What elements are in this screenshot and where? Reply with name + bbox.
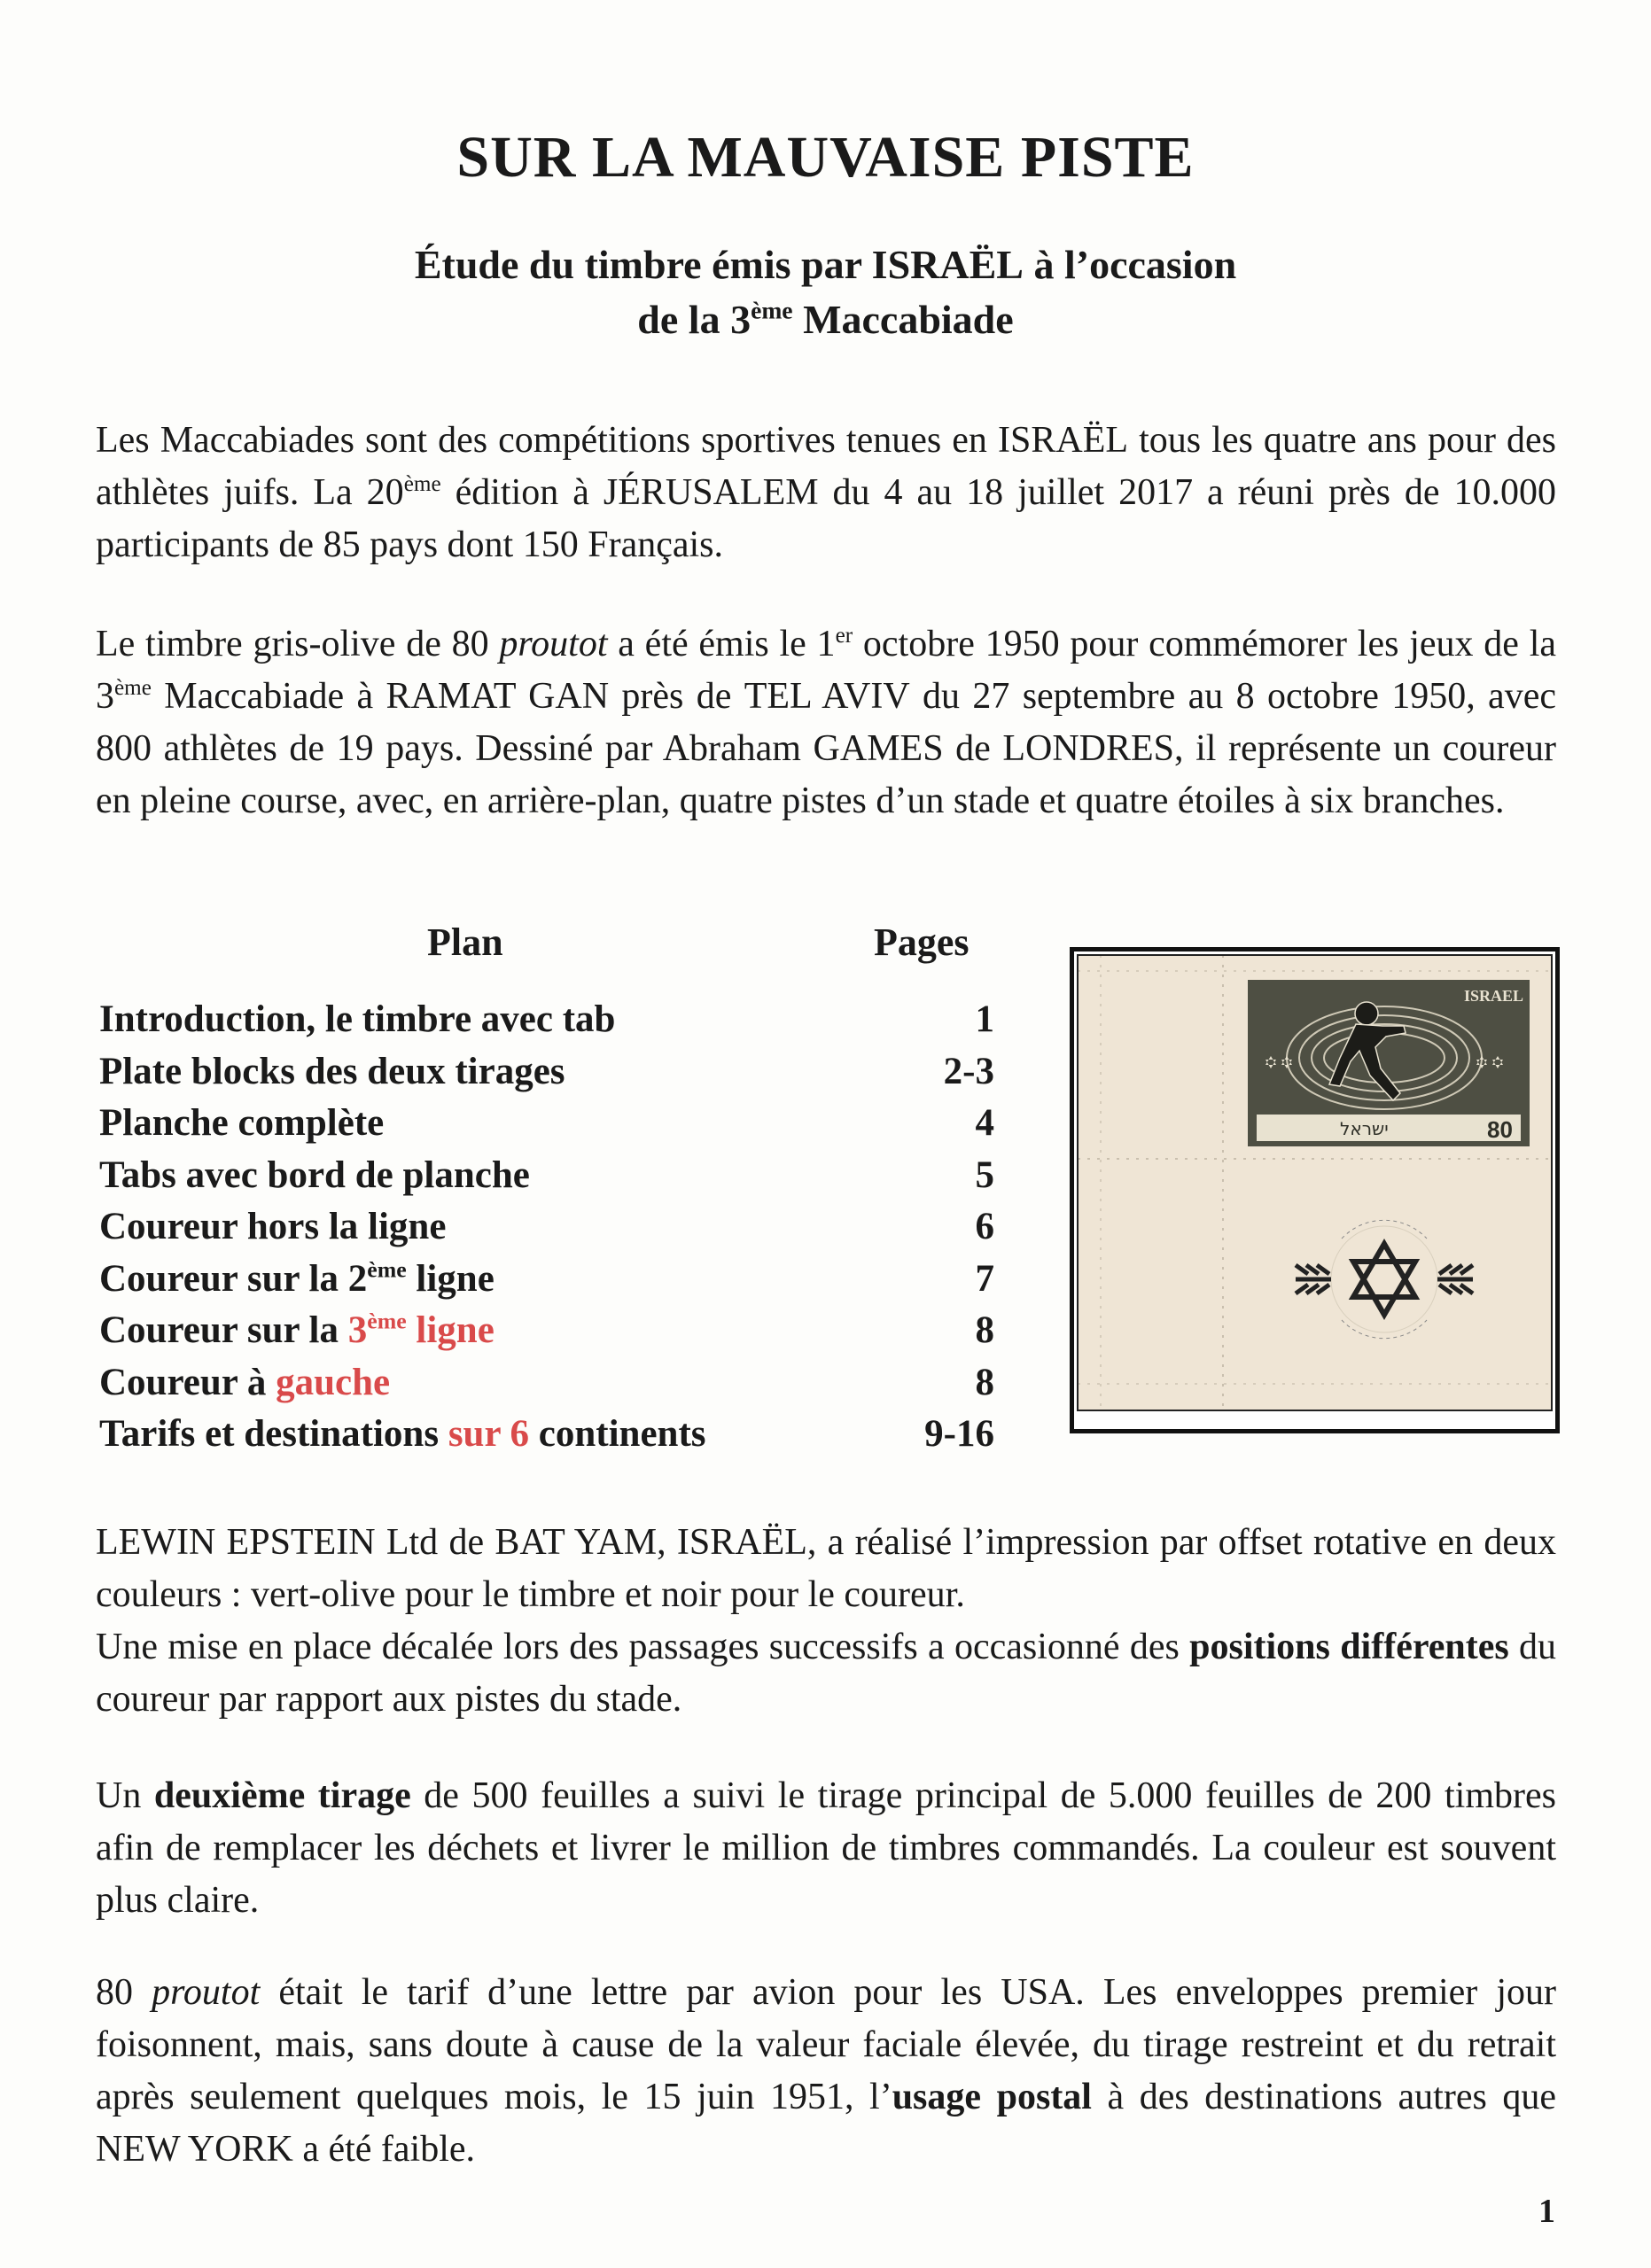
plan-row: Tarifs et destinations sur 6 continents 9-16 <box>99 1413 994 1455</box>
subtitle-line-1: Étude du timbre émis par ISRAËL à l’occasion <box>414 242 1237 287</box>
intro-paragraph: Les Maccabiades sont des compétitions sportives tenues en ISRAËL tous les quatre ans pour des athlètes juifs. La 20ème édition à JÉRUSALEM du 4 au 18 juillet 2017 a réuni près de 10.000 participants de 85 pays dont 150 Français. <box>96 420 1557 565</box>
subtitle-line-2: de la 3ème Maccabiade <box>637 296 1014 342</box>
stamp-illustration <box>1074 951 1555 1429</box>
printing-paragraph: LEWIN EPSTEIN Ltd de BAT YAM, ISRAËL, a réalisé l’impression par offset rotative en deux couleurs : vert-olive pour le timbre et noir pour le coureur. Une mise en place décalée lors des passages successifs a occasionné des positions différentes du coureur par rapport aux pistes du stade. <box>96 1522 1556 1720</box>
plan-row: Coureur à gauche 8 <box>99 1361 994 1403</box>
plan-row: Plate blocks des deux tirages 2-3 <box>99 1050 994 1092</box>
stamp-country-text: ISRAEL <box>1464 987 1524 1005</box>
plan-row: Coureur hors la ligne 6 <box>99 1206 994 1247</box>
plan-row: Coureur sur la 2ème ligne 7 <box>99 1256 994 1300</box>
postal-usage-paragraph: 80 proutot était le tarif d’une lettre par avion pour les USA. Les enveloppes premier jour foisonnent, mais, sans doute à cause de la valeur faciale élevée, du tirage restreint et du retrait après seulement quelques mois, le 15 juin 1951, l’usage postal à des destinations autres que NEW YORK a été faible. <box>96 1972 1557 2170</box>
pages-heading: Pages <box>874 920 970 964</box>
second-printing-paragraph: Un deuxième tirage de 500 feuilles a suivi le tirage principal de 5.000 feuilles de 200 timbres afin de remplacer les déchets et livrer le million de timbres commandés. La couleur est souvent plus claire. <box>96 1775 1556 1921</box>
plan-table <box>99 994 994 1461</box>
plan-row: Introduction, le timbre avec tab 1 <box>99 998 994 1040</box>
plan-row: Planche complète 4 <box>99 1102 994 1144</box>
stamp-hebrew-text: ישראל <box>1340 1118 1389 1139</box>
plan-heading: Plan <box>427 920 503 964</box>
stamp-image <box>1070 947 1560 1433</box>
page-number: 1 <box>1538 2193 1555 2230</box>
plan-row: Coureur sur la 3ème ligne 8 <box>99 1308 994 1351</box>
page-title: SUR LA MAUVAISE PISTE <box>456 125 1195 190</box>
page-subtitle <box>0 237 1651 347</box>
stamp-value-text: 80 <box>1487 1116 1513 1143</box>
stamp-description-paragraph: Le timbre gris-olive de 80 proutot a été émis le 1er octobre 1950 pour commémorer les jeux de la 3ème Maccabiade à RAMAT GAN près de TEL AVIV du 27 septembre au 8 octobre 1950, avec 800 athlètes de 19 pays. Dessiné par Abraham GAMES de LONDRES, il représente un coureur en pleine course, avec, en arrière-plan, quatre pistes d’un stade et quatre étoiles à six branches. <box>96 624 1557 821</box>
plan-row: Tabs avec bord de planche 5 <box>99 1153 994 1196</box>
